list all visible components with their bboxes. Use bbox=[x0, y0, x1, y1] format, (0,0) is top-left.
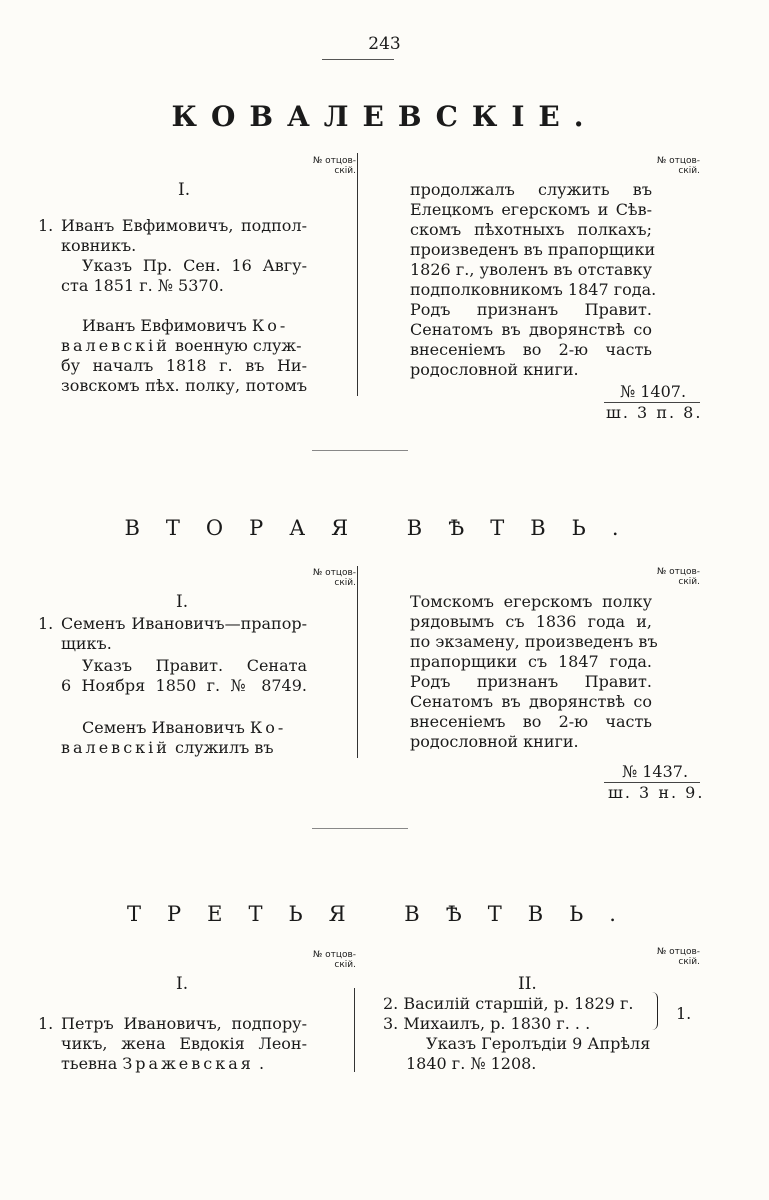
bio-continuation: Томскомъ егерскомъ полку рядовымъ съ 1836 года и, по экзамену, произведенъ въ прапорщики съ 1847 года. Родъ признанъ Правит. Сенатомъ въ дворянствѣ со внесеніемъ во 2-ю часть родословной книги. bbox=[410, 592, 658, 751]
entry-number: 1. bbox=[38, 614, 54, 633]
generation-roman: I. bbox=[176, 592, 189, 612]
bio-line: зовскомъ пѣх. полку, потомъ bbox=[61, 376, 307, 395]
entry-name: Иванъ Евфимовичъ, подпол- bbox=[61, 216, 307, 235]
record-number: № 1407. bbox=[620, 382, 687, 401]
decree-text: ста 1851 г. № 5370. bbox=[61, 276, 224, 295]
entry-number: 1. bbox=[38, 216, 54, 235]
column-label-left: № отцов- скій. bbox=[312, 950, 356, 970]
decree-text: Указъ Правит. Сената bbox=[82, 656, 307, 675]
entry-number: 1. bbox=[38, 1014, 54, 1033]
entry-spouse: чикъ, жена Евдокія Леон- bbox=[61, 1034, 307, 1053]
bio-line: валевскій военную служ- bbox=[61, 336, 302, 355]
branch-title: ТРЕТЬЯ ВѢТВЬ. bbox=[127, 902, 642, 926]
section-separator bbox=[312, 828, 408, 829]
page-number-rule bbox=[322, 59, 394, 60]
entry-rank: ковникъ. bbox=[61, 236, 137, 255]
column-label-left: № отцов- скій. bbox=[312, 156, 356, 176]
column-label-right: № отцов- скій. bbox=[656, 947, 700, 967]
column-label-left: № отцов- скій. bbox=[312, 568, 356, 588]
generation-roman: I. bbox=[176, 974, 189, 994]
child-entry: 3. Михаилъ, р. 1830 г. . . bbox=[383, 1014, 591, 1033]
bio-line: Иванъ Евфимовичъ Ко- bbox=[82, 316, 289, 335]
decree-text: 1840 г. № 1208. bbox=[406, 1054, 537, 1073]
bio-line: бу началъ 1818 г. въ Ни- bbox=[61, 356, 307, 375]
child-entry: 2. Василій старшій, р. 1829 г. bbox=[383, 994, 634, 1013]
generation-roman: I. bbox=[178, 180, 191, 200]
record-number: № 1437. bbox=[622, 762, 689, 781]
decree-text: Указъ Геролъдіи 9 Апрѣля bbox=[426, 1034, 651, 1053]
column-rule bbox=[354, 988, 355, 1072]
brace-icon bbox=[651, 992, 658, 1030]
entry-name: Петръ Ивановичъ, подпору- bbox=[61, 1014, 307, 1033]
section-separator bbox=[312, 450, 408, 451]
brace-number: 1. bbox=[676, 1004, 692, 1023]
decree-text: 6 Ноября 1850 г. № 8749. bbox=[61, 676, 307, 695]
family-title: КОВАЛЕВСКІЕ. bbox=[171, 100, 598, 133]
page-number: 243 bbox=[368, 34, 401, 54]
bio-line: валевскій служилъ въ bbox=[61, 738, 274, 757]
record-location: ш. 3 п. 8. bbox=[606, 403, 703, 422]
entry-rank: щикъ. bbox=[61, 634, 112, 653]
column-label-right: № отцов- скій. bbox=[656, 156, 700, 176]
generation-roman: II. bbox=[518, 974, 537, 994]
column-rule bbox=[357, 153, 358, 396]
branch-title: ВТОРАЯ ВѢТВЬ. bbox=[124, 516, 645, 540]
decree-text: Указъ Пр. Сен. 16 Авгу- bbox=[82, 256, 307, 275]
entry-spouse: тьевна Зражевская . bbox=[61, 1054, 265, 1073]
entry-name: Семенъ Ивановичъ—прапор- bbox=[61, 614, 307, 633]
bio-line: Семенъ Ивановичъ Ко- bbox=[82, 718, 287, 737]
column-label-right: № отцов- скій. bbox=[656, 567, 700, 587]
bio-continuation: продолжалъ служить въ Елецкомъ егерскомъ и Сѣв- скомъ пѣхотныхъ полкахъ; произведенъ въ прапорщики 1826 г., уволенъ въ отставку подполковникомъ 1847 года. Родъ признанъ Правит. Сенатомъ въ дворянствѣ со внесеніемъ во 2-ю часть родословной книги. bbox=[410, 180, 657, 379]
record-location: ш. 3 н. 9. bbox=[608, 783, 705, 802]
column-rule bbox=[357, 566, 358, 758]
